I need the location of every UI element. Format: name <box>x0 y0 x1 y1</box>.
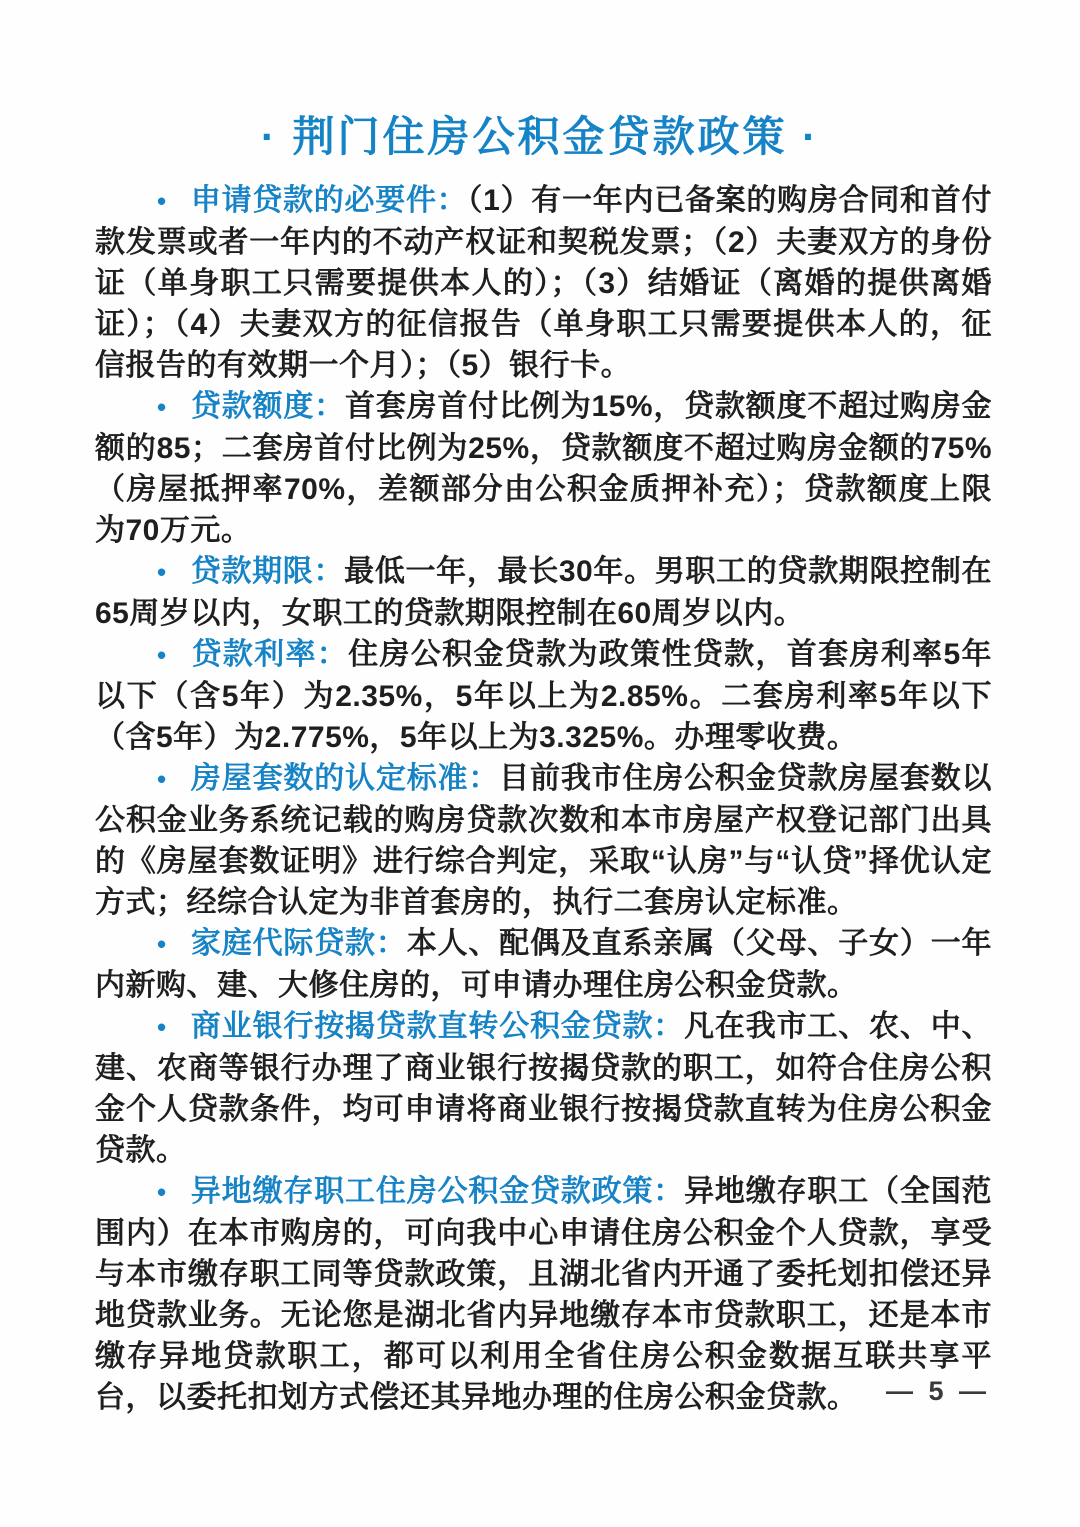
paragraph-heading: 贷款期限： <box>190 555 345 588</box>
paragraph-body: 首套房首付比例为15%，贷款额度不超过购房金额的85；二套房首付比例为25%，贷款额度不超过购房金额的75%（房屋抵押率70%，差额部分由公积金质押补充）；贷款额度上限为70万元。 <box>95 390 993 547</box>
bullet-icon: • <box>157 392 167 422</box>
bullet-icon: • <box>157 1012 167 1042</box>
paragraph-body: 目前我市住房公积金贷款房屋套数以公积金业务系统记载的购房贷款次数和本市房屋产权登记部门出具的《房屋套数证明》进行综合判定，采取“认房”与“认贷”择优认定方式；经综合认定为非首套房的，执行二套房认定标准。 <box>95 762 993 919</box>
policy-paragraph-house-count-standard <box>95 758 992 923</box>
paragraph-body: 本人、配偶及直系亲属（父母、子女）一年内新购、建、大修住房的，可申请办理住房公积金贷款。 <box>95 927 993 1002</box>
paragraph-heading: 贷款利率： <box>190 638 349 671</box>
paragraph-heading: 申请贷款的必要件： <box>190 184 468 217</box>
page-title: · 荆门住房公积金贷款政策 · <box>260 113 820 160</box>
bullet-icon: • <box>157 929 167 959</box>
paragraph-body: （1）有一年内已备案的购房合同和首付款发票或者一年内的不动产权证和契税发票；（2）夫妻双方的身份证（单身职工只需要提供本人的）；（3）结婚证（离婚的提供离婚证）；（4）夫妻双方的征信报告（单身职工只需要提供本人的，征信报告的有效期一个月）；（5）银行卡。 <box>95 184 993 382</box>
policy-paragraph-loan-rate <box>95 634 992 758</box>
paragraph-heading: 商业银行按揭贷款直转公积金贷款： <box>190 1010 685 1043</box>
policy-paragraph-family-intergenerational-loan <box>95 923 992 1006</box>
policy-paragraph-loan-amount <box>95 386 992 551</box>
page-number: — 5 — <box>885 1376 990 1406</box>
bullet-icon: • <box>157 557 167 587</box>
paragraph-heading: 异地缴存职工住房公积金贷款政策： <box>190 1175 685 1208</box>
bullet-icon: • <box>157 1177 167 1207</box>
paragraph-heading: 家庭代际贷款： <box>190 927 407 960</box>
bullet-icon: • <box>157 640 167 670</box>
paragraph-body: 最低一年，最长30年。男职工的贷款期限控制在65周岁以内，女职工的贷款期限控制在60周岁以内。 <box>95 555 992 630</box>
policy-content <box>95 180 992 1418</box>
paragraph-heading: 房屋套数的认定标准： <box>190 762 500 795</box>
paragraph-heading: 贷款额度： <box>190 390 345 423</box>
policy-paragraph-commercial-to-fund-loan <box>95 1006 992 1171</box>
paragraph-body: 凡在我市工、农、中、建、农商等银行办理了商业银行按揭贷款的职工，如符合住房公积金个人贷款条件，均可申请将商业银行按揭贷款直转为住房公积金贷款。 <box>95 1010 993 1167</box>
bullet-icon: • <box>157 186 167 216</box>
paragraph-body: 住房公积金贷款为政策性贷款，首套房利率5年以下（含5年）为2.35%，5年以上为2.85%。二套房利率5年以下（含5年）为2.775%，5年以上为3.325%。办理零收费。 <box>95 638 993 754</box>
policy-paragraph-loan-requirements <box>95 180 992 386</box>
policy-paragraph-nonlocal-deposit-loan <box>95 1171 992 1418</box>
policy-paragraph-loan-term <box>95 551 992 634</box>
bullet-icon: • <box>157 764 167 794</box>
paragraph-body: 异地缴存职工（全国范围内）在本市购房的，可向我中心申请住房公积金个人贷款，享受与本市缴存职工同等贷款政策，且湖北省内开通了委托划扣偿还异地贷款业务。无论您是湖北省内异地缴存本市贷款职工，还是本市缴存异地贷款职工，都可以利用全省住房公积金数据互联共享平台，以委托扣划方式偿还其异地办理的住房公积金贷款。 <box>95 1175 993 1414</box>
